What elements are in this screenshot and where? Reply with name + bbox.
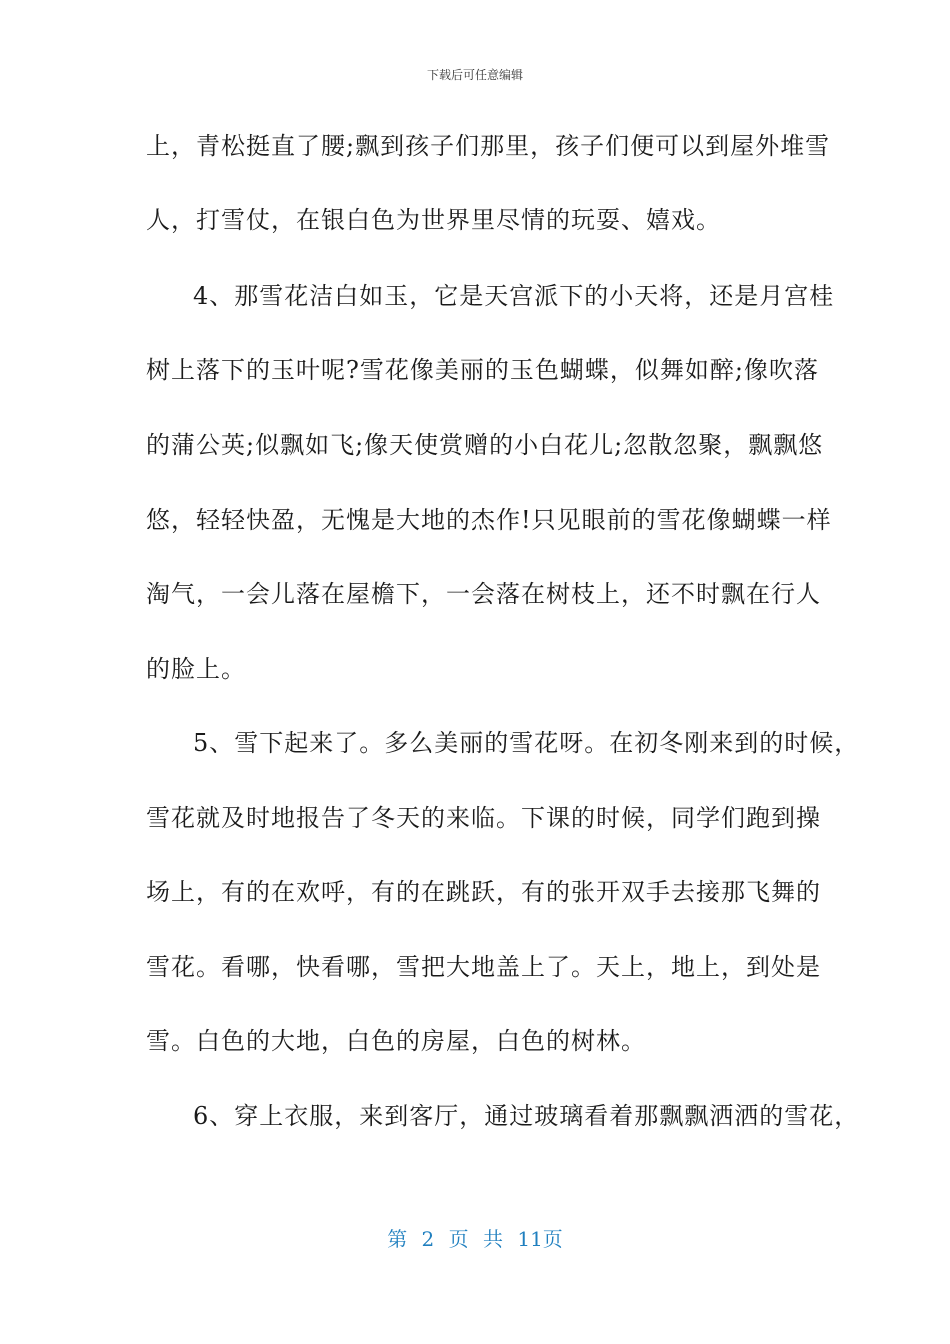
body-line: 悠，轻轻快盈，无愧是大地的杰作!只见眼前的雪花像蝴蝶一样 [146, 506, 832, 534]
body-line: 树上落下的玉叶呢?雪花像美丽的玉色蝴蝶，似舞如醉;像吹落 [146, 356, 819, 384]
body-line: 4、那雪花洁白如玉，它是天宫派下的小天将，还是月宫桂 [193, 282, 835, 310]
body-line: 6、穿上衣服，来到客厅，通过玻璃看着那飘飘洒洒的雪花， [193, 1102, 860, 1130]
body-line: 雪花。看哪，快看哪，雪把大地盖上了。天上，地上，到处是 [146, 953, 821, 981]
page-footer: 第 2 页 共 11页 [387, 1227, 563, 1251]
body-line: 场上，有的在欢呼，有的在跳跃，有的张开双手去接那飞舞的 [146, 878, 821, 906]
body-line: 的蒲公英;似飘如飞;像天使赏赠的小白花儿;忽散忽聚，飘飘悠 [146, 431, 824, 459]
body-line: 上，青松挺直了腰;飘到孩子们那里，孩子们便可以到屋外堆雪 [146, 132, 831, 160]
body-line: 雪。白色的大地，白色的房屋，白色的树林。 [146, 1027, 646, 1055]
body-line: 的脸上。 [146, 655, 246, 683]
body-line: 5、雪下起来了。多么美丽的雪花呀。在初冬刚来到的时候， [193, 729, 860, 757]
body-line: 雪花就及时地报告了冬天的来临。下课的时候，同学们跑到操 [146, 804, 821, 832]
body-line: 人，打雪仗，在银白色为世界里尽情的玩耍、嬉戏。 [146, 206, 721, 234]
body-line: 淘气，一会儿落在屋檐下，一会落在树枝上，还不时飘在行人 [146, 580, 821, 608]
page-header: 下载后可任意编辑 [426, 68, 523, 82]
